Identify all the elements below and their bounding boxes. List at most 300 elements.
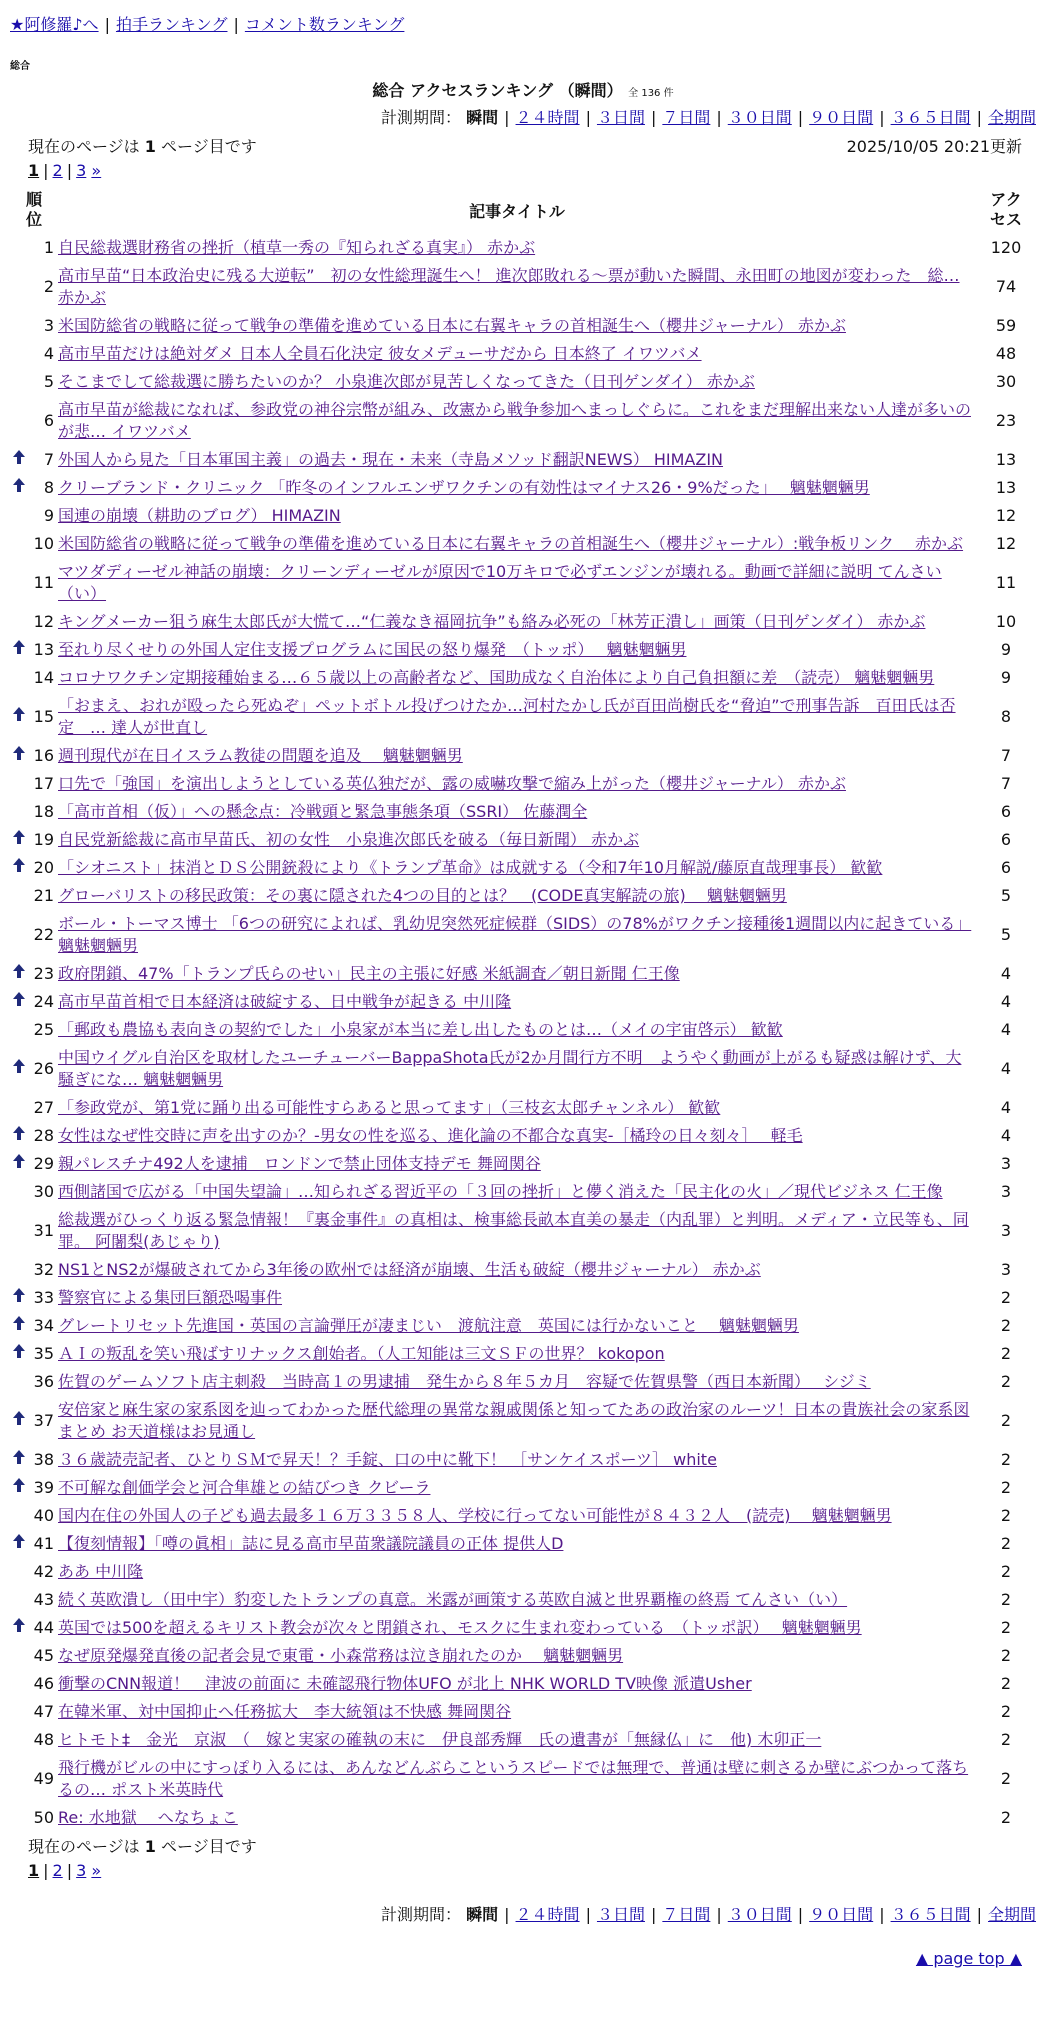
title-cell [58, 1804, 976, 1832]
rank-number: 22 [33, 925, 54, 944]
title-cell [58, 988, 976, 1016]
rank-change-cell [10, 446, 28, 474]
article-link[interactable]: コロナワクチン定期接種始まる…６５歳以上の高齢者など、国助成なく自治体により自己負担額に差 （読売） 魑魅魍魎男 [58, 668, 935, 687]
article-link[interactable]: 在韓米軍、対中国抑止へ任務拡大 李大統領は不快感 舞岡関谷 [58, 1702, 512, 1721]
article-link[interactable]: 口先で「強国」を演出しようとしている英仏独だが、露の威嚇攻撃で縮み上がった（櫻井ジャーナル） 赤かぶ [58, 774, 846, 793]
article-link[interactable]: 「参政党が、第1党に踊り出る可能性すらあると思ってます」（三枝玄太郎チャンネル） 歓歓 [58, 1098, 721, 1117]
up-arrow-icon [13, 832, 25, 848]
rank-number: 40 [33, 1506, 54, 1525]
period-separator: | [585, 108, 591, 127]
title-cell [58, 1150, 976, 1178]
rank-change-cell [10, 530, 28, 558]
title-cell [58, 1396, 976, 1446]
period-link[interactable]: ７日間 [662, 108, 711, 127]
access-count: 2 [1000, 1702, 1012, 1721]
rank-number: 47 [33, 1702, 54, 1721]
access-count: 7 [1000, 746, 1012, 765]
pager-separator: | [66, 161, 73, 180]
article-link[interactable]: 外国人から見た「日本軍国主義」の過去・現在・未来（寺島メソッド翻訳NEWS） HIMAZIN [58, 450, 724, 469]
rank-change-cell [10, 234, 28, 262]
up-arrow-icon [13, 1346, 25, 1362]
article-link[interactable]: 国連の崩壊（耕助のブログ） HIMAZIN [58, 506, 341, 525]
article-link[interactable]: 高市早苗首相で日本経済は破綻する、日中戦争が起きる 中川隆 [58, 992, 512, 1011]
pager-link[interactable]: 3 [76, 1861, 87, 1880]
category-label: 総合 [10, 61, 30, 72]
rank-number: 23 [33, 964, 54, 983]
access-count: 12 [995, 506, 1017, 525]
access-count: 59 [995, 316, 1017, 335]
period-current: 瞬間 [466, 108, 499, 127]
rank-number: 38 [33, 1450, 54, 1469]
rank-change-cell [10, 1368, 28, 1396]
up-arrow-icon [13, 709, 25, 725]
ranking-row [10, 1396, 1036, 1446]
period-link[interactable]: ３日間 [596, 108, 645, 127]
period-separator: | [504, 108, 510, 127]
article-link[interactable]: キングメーカー狙う麻生太郎氏が大慌て…“仁義なき福岡抗争”も絡み必死の「林芳正潰し」画策（日刊ゲンダイ） 赤かぶ [58, 612, 926, 631]
rank-change-cell [10, 1614, 28, 1642]
rank-number: 43 [33, 1590, 54, 1609]
up-arrow-icon [13, 1290, 25, 1306]
rank-number: 2 [43, 277, 54, 296]
title-cell [58, 1122, 976, 1150]
article-link[interactable]: 親パレスチナ492人を逮捕 ロンドンで禁止団体支持デモ 舞岡関谷 [58, 1154, 541, 1173]
article-link[interactable]: 至れり尽くせりの外国人定住支援プログラムに国民の怒り爆発 （トッポ） 魑魅魍魎男 [58, 640, 687, 659]
title-cell [58, 854, 976, 882]
rank-number: 16 [33, 746, 54, 765]
rank-number: 24 [33, 992, 54, 1011]
article-link[interactable]: 高市早苗が総裁になれば、参政党の神谷宗幣が組み、改憲から戦争参加へまっしぐらに。これをまだ理解出来ない人達が多いのが悲… イワツバメ [58, 400, 971, 441]
rank-change-cell [10, 742, 28, 770]
rank-change-cell [10, 798, 28, 826]
article-link[interactable]: クリーブランド・クリニック 「昨冬のインフルエンザワクチンの有効性はマイナス26・9%だった」 魑魅魍魎男 [58, 478, 870, 497]
ranking-row [10, 608, 1036, 636]
access-count: 3 [1000, 1154, 1012, 1173]
ranking-row [10, 664, 1036, 692]
article-link[interactable]: ボール・トーマス博士 「6つの研究によれば、乳幼児突然死症候群（SIDS）の78%がワクチン接種後1週間以内に起きている」 魑魅魍魎男 [58, 914, 972, 955]
ranking-row [10, 1530, 1036, 1558]
rank-change-cell [10, 988, 28, 1016]
article-link[interactable]: 高市早苗だけは絶対ダメ 日本人全員石化決定 彼女メデューサだから 日本終了 イワツバメ [58, 344, 702, 363]
period-separator: | [716, 1905, 722, 1924]
period-link-bottom[interactable]: ９０日間 [809, 1905, 874, 1924]
title-cell [58, 742, 976, 770]
access-count: 4 [1000, 964, 1012, 983]
article-link[interactable]: ああ 中川隆 [58, 1562, 144, 1581]
title-cell [58, 1094, 976, 1122]
top-nav [10, 12, 1036, 35]
up-arrow-icon [13, 480, 25, 496]
title-cell [58, 1340, 976, 1368]
title-cell [58, 826, 976, 854]
article-link[interactable]: 自民総裁選財務省の挫折（植草一秀の『知られざる真実』） 赤かぶ [58, 238, 536, 257]
up-arrow-icon [13, 1413, 25, 1429]
access-count: 2 [1000, 1808, 1012, 1827]
ranking-row [10, 396, 1036, 446]
ranking-row [10, 1312, 1036, 1340]
pager [28, 161, 1036, 180]
period-label: 計測期間： [381, 1905, 462, 1924]
ranking-row [10, 1558, 1036, 1586]
article-link[interactable]: Re: 水地獄 へなちょこ [58, 1808, 238, 1827]
nav-separator: | [104, 15, 110, 34]
ranking-row [10, 368, 1036, 396]
title-cell [58, 910, 976, 960]
title-cell [58, 798, 976, 826]
ranking-row [10, 1016, 1036, 1044]
pager-separator: | [43, 1861, 49, 1880]
rank-change-cell [10, 1312, 28, 1340]
article-link[interactable]: 衝撃のCNN報道！ 津波の前面に 未確認飛行物体UFO が北上 NHK WORLD TV映像 派遣Usher [58, 1674, 752, 1693]
access-count: 4 [1000, 1059, 1012, 1078]
article-link[interactable]: グレートリセット先進国・英国の言論弾圧が凄まじい 渡航注意 英国には行かないこと 魑魅魍魎男 [58, 1316, 799, 1335]
article-link[interactable]: 高市早苗“日本政治史に残る大逆転” 初の女性総理誕生へ！ 進次郎敗れる～票が動いた瞬間、永田町の地図が変わった 総… 赤かぶ [58, 266, 960, 307]
pager-link[interactable]: 3 [76, 161, 87, 180]
rank-change-cell [10, 960, 28, 988]
up-arrow-icon [13, 1480, 25, 1496]
title-cell [58, 368, 976, 396]
rank-number: 12 [33, 612, 54, 631]
rank-number: 36 [33, 1372, 54, 1391]
title-cell [58, 1474, 976, 1502]
total-count: 全 136 件 [628, 88, 674, 99]
title-cell [58, 636, 976, 664]
pager-current: 1 [28, 161, 40, 180]
ranking-row [10, 234, 1036, 262]
ranking-row [10, 1044, 1036, 1094]
article-link[interactable]: 「おまえ、おれが殴ったら死ぬぞ」ペットボトル投げつけたか…河村たかし氏が百田尚樹氏を“脅迫”で刑事告訴 百田氏は否定 … 達人が世直し [58, 696, 956, 737]
rank-change-cell [10, 1474, 28, 1502]
access-count: 7 [1000, 774, 1012, 793]
access-count: 120 [990, 238, 1022, 257]
ranking-row [10, 1150, 1036, 1178]
ranking-row [10, 692, 1036, 742]
access-count: 9 [1000, 668, 1012, 687]
article-link[interactable]: 中国ウイグル自治区を取材したユーチューバーBappaShota氏が2か月間行方不明 ようやく動画が上がるも疑惑は解けず、大騒ぎにな… 魑魅魍魎男 [58, 1048, 962, 1089]
title-cell [58, 1178, 976, 1206]
rank-number: 18 [33, 802, 54, 821]
access-count: 3 [1000, 1260, 1012, 1279]
rank-number: 42 [33, 1562, 54, 1581]
title-cell [58, 1642, 976, 1670]
title-cell [58, 1284, 976, 1312]
rank-change-cell [10, 1530, 28, 1558]
rank-change-cell [10, 1804, 28, 1832]
article-link[interactable]: 週刊現代が在日イスラム教徒の問題を追及 魑魅魍魎男 [58, 746, 463, 765]
rank-number: 30 [33, 1182, 54, 1201]
ranking-row [10, 1502, 1036, 1530]
up-arrow-icon [13, 642, 25, 658]
title-cell [58, 1256, 976, 1284]
access-count: 9 [1000, 640, 1012, 659]
period-link[interactable]: 全期間 [987, 108, 1036, 127]
article-link[interactable]: 佐賀のゲームソフト店主刺殺 当時高１の男逮捕 発生から８年５カ月 容疑で佐賀県警（西日本新聞） シジミ [58, 1372, 871, 1391]
rank-change-cell [10, 1670, 28, 1698]
article-link[interactable]: 【復刻情報】「噂の眞相」誌に見る高市早苗衆議院議員の正体 提供人D [58, 1534, 564, 1553]
header-rank: 順位 [25, 190, 42, 229]
article-link[interactable]: 警察官による集団巨額恐喝事件 [58, 1288, 283, 1307]
ranking-row [10, 636, 1036, 664]
rank-change-cell [10, 826, 28, 854]
header-access: アクセス [989, 190, 1022, 229]
rank-number: 48 [33, 1730, 54, 1749]
ranking-row [10, 854, 1036, 882]
access-count: 2 [1000, 1316, 1012, 1335]
period-link-bottom[interactable]: ３０日間 [727, 1905, 792, 1924]
rank-number: 25 [33, 1020, 54, 1039]
article-link[interactable]: グローバリストの移民政策：その裏に隠された4つの目的とは？ (CODE真実解読の旅) 魑魅魍魎男 [58, 886, 787, 905]
access-count: 2 [1000, 1618, 1012, 1637]
article-link[interactable]: 「郵政も農協も表向きの契約でした」小泉家が本当に差し出したものとは…（メイの宇宙啓示） 歓歓 [58, 1020, 783, 1039]
rank-number: 21 [33, 886, 54, 905]
article-link[interactable]: 米国防総省の戦略に従って戦争の準備を進めている日本に右翼キャラの首相誕生へ（櫻井ジャーナル）:戦争板リンク 赤かぶ [58, 534, 964, 553]
nav-link[interactable]: 拍手ランキング [115, 15, 228, 34]
ranking-row [10, 340, 1036, 368]
title-cell [58, 960, 976, 988]
access-count: 2 [1000, 1478, 1012, 1497]
rank-change-cell [10, 502, 28, 530]
access-count: 2 [1000, 1411, 1012, 1430]
page-status-bar [28, 134, 1022, 157]
period-separator: | [879, 108, 885, 127]
ranking-row [10, 1726, 1036, 1754]
access-count: 3 [1000, 1182, 1012, 1201]
access-count: 4 [1000, 992, 1012, 1011]
rank-number: 6 [43, 411, 54, 430]
rank-number: 35 [33, 1344, 54, 1363]
rank-number: 20 [33, 858, 54, 877]
pager-link[interactable]: 2 [52, 161, 63, 180]
up-arrow-icon [13, 994, 25, 1010]
rank-number: 39 [33, 1478, 54, 1497]
period-link[interactable]: ２４時間 [515, 108, 580, 127]
period-link[interactable]: ３０日間 [727, 108, 792, 127]
access-count: 10 [995, 612, 1017, 631]
ranking-row [10, 1340, 1036, 1368]
article-link[interactable]: 「高市首相（仮）」への懸念点：冷戦頭と緊急事態条項（SSRI） 佐藤潤全 [58, 802, 588, 821]
ranking-title: 総合 アクセスランキング （瞬間） [372, 81, 623, 100]
ranking-row [10, 558, 1036, 608]
article-link[interactable]: ３６歳読売記者、ひとりＳＭで昇天！？手錠、口の中に靴下！ ［サンケイスポーツ］ white [58, 1450, 717, 1469]
access-count: 2 [1000, 1506, 1012, 1525]
article-link[interactable]: マツダディーゼル神話の崩壊：クリーンディーゼルが原因で10万キロで必ずエンジンが壊れる。動画で詳細に説明 てんさい（い） [58, 562, 942, 603]
article-link[interactable]: 米国防総省の戦略に従って戦争の準備を進めている日本に右翼キャラの首相誕生へ（櫻井ジャーナル） 赤かぶ [58, 316, 846, 335]
rank-number: 17 [33, 774, 54, 793]
access-count: 6 [1000, 830, 1012, 849]
rank-number: 31 [33, 1221, 54, 1240]
period-selector-bottom [10, 1902, 1036, 1925]
period-link-bottom[interactable]: ２４時間 [515, 1905, 580, 1924]
ranking-row [10, 910, 1036, 960]
period-link-bottom[interactable]: ３日間 [596, 1905, 645, 1924]
rank-number: 15 [33, 707, 54, 726]
title-cell [58, 234, 976, 262]
up-arrow-icon [13, 860, 25, 876]
rank-number: 32 [33, 1260, 54, 1279]
period-separator: | [797, 1905, 804, 1924]
ranking-row [10, 1698, 1036, 1726]
article-link[interactable]: 西側諸国で広がる「中国失望論」…知られざる習近平の「３回の挫折」と儚く消えた「民主化の火」／現代ビジネス 仁王像 [58, 1182, 943, 1201]
pager-next-link[interactable]: » [91, 1861, 102, 1880]
up-arrow-icon [13, 1061, 25, 1077]
rank-change-cell [10, 1754, 28, 1804]
ranking-row [10, 1586, 1036, 1614]
ranking-row [10, 1206, 1036, 1256]
ranking-row [10, 474, 1036, 502]
title-cell [58, 692, 976, 742]
period-link[interactable]: ３６５日間 [890, 108, 971, 127]
up-arrow-icon [13, 1318, 25, 1334]
title-cell [58, 770, 976, 798]
article-link[interactable]: 「シオニスト」抹消とＤＳ公開銃殺により《トランプ革命》は成就する（令和7年10月解説/藤原直哉理事長） 歓歓 [58, 858, 883, 877]
rank-number: 5 [43, 372, 54, 391]
ranking-row [10, 1178, 1036, 1206]
ranking-row [10, 446, 1036, 474]
rank-number: 46 [33, 1674, 54, 1693]
pager-separator: | [43, 161, 49, 180]
rank-number: 7 [43, 450, 54, 469]
article-link[interactable]: 国内在住の外国人の子ども過去最多１６万３３５８人、学校に行ってない可能性が８４３２人 (読売) 魑魅魍魎男 [58, 1506, 892, 1525]
ranking-row [10, 826, 1036, 854]
article-link[interactable]: 不可解な創価学会と河合隼雄との結びつき クビーラ [58, 1478, 431, 1497]
period-link-bottom[interactable]: ７日間 [662, 1905, 711, 1924]
nav-link[interactable]: コメント数ランキング [244, 15, 405, 34]
article-link[interactable]: 英国では500を超えるキリスト教会が次々と閉鎖され、モスクに生まれ変わっている （トッポ訳） 魑魅魍魎男 [58, 1618, 862, 1637]
article-link[interactable]: ヒトモト‡ 金光 京淑 （ 嫁と実家の確執の末に 伊良部秀輝 氏の遺書が「無縁仏」に 他) 木卯正一 [58, 1730, 822, 1749]
period-label: 計測期間： [381, 108, 462, 127]
ranking-row [10, 1804, 1036, 1832]
header-title: 記事タイトル [469, 201, 565, 221]
up-arrow-icon [13, 748, 25, 764]
rank-change-cell [10, 1340, 28, 1368]
page-top-link[interactable]: ▲ page top ▲ [915, 1949, 1022, 1968]
rank-change-cell [10, 1396, 28, 1446]
rank-change-cell [10, 1150, 28, 1178]
title-cell [58, 1754, 976, 1804]
rank-number: 4 [43, 344, 54, 363]
rank-number: 45 [33, 1646, 54, 1665]
article-link[interactable]: 女性はなぜ性交時に声を出すのか？-男女の性を巡る、進化論の不都合な真実-［橘玲の日々刻々］ 軽毛 [58, 1126, 803, 1145]
pager-link[interactable]: 2 [52, 1861, 63, 1880]
nav-link[interactable]: ★阿修羅♪へ [10, 15, 99, 34]
period-link-bottom[interactable]: ３６５日間 [890, 1905, 971, 1924]
ranking-row [10, 1284, 1036, 1312]
title-cell [58, 1530, 976, 1558]
period-link[interactable]: ９０日間 [809, 108, 874, 127]
rank-number: 33 [33, 1288, 54, 1307]
article-link[interactable]: 安倍家と麻生家の家系図を辿ってわかった歴代総理の異常な親戚関係と知ってたあの政治家のルーツ！日本の貴族社会の家系図まとめ お天道様はお見通し [58, 1400, 970, 1441]
access-count: 6 [1000, 858, 1012, 877]
article-link[interactable]: NS1とNS2が爆破されてから3年後の欧州では経済が崩壊、生活も破綻（櫻井ジャーナル） 赤かぶ [58, 1260, 761, 1279]
title-cell [58, 1698, 976, 1726]
article-link[interactable]: 飛行機がビルの中にすっぽり入るには、あんなどんぶらこというスピードでは無理で、普通は壁に刺さるか壁にぶつかって落ちるの… ポスト米英時代 [58, 1758, 969, 1799]
up-arrow-icon [13, 1156, 25, 1172]
rank-change-cell [10, 368, 28, 396]
period-selector [10, 105, 1036, 128]
rank-number: 9 [43, 506, 54, 525]
access-count: 2 [1000, 1590, 1012, 1609]
rank-change-cell [10, 636, 28, 664]
title-cell [58, 502, 976, 530]
ranking-row [10, 1122, 1036, 1150]
period-link-bottom[interactable]: 全期間 [987, 1905, 1036, 1924]
period-separator: | [650, 108, 657, 127]
ranking-row [10, 1670, 1036, 1698]
title-cell [58, 1206, 976, 1256]
period-separator: | [585, 1905, 591, 1924]
access-count: 13 [995, 450, 1017, 469]
ranking-row [10, 530, 1036, 558]
access-count: 6 [1000, 802, 1012, 821]
up-arrow-icon [13, 966, 25, 982]
pager-separator: | [66, 1861, 73, 1880]
period-separator: | [650, 1905, 657, 1924]
title-cell [58, 262, 976, 312]
up-arrow-icon [13, 452, 25, 468]
ranking-row [10, 882, 1036, 910]
rank-number: 1 [43, 238, 54, 257]
article-link[interactable]: 続く英欧潰し（田中宇）豹変したトランプの真意。米露が画策する英欧自滅と世界覇権の終焉 てんさい（い） [58, 1590, 848, 1609]
nav-separator: | [233, 15, 239, 34]
article-link[interactable]: 政府閉鎖、47%「トランプ氏らのせい」民主の主張に好感 米紙調査／朝日新聞 仁王像 [58, 964, 680, 983]
access-count: 23 [995, 411, 1017, 430]
rank-change-cell [10, 1206, 28, 1256]
access-count: 2 [1000, 1450, 1012, 1469]
updated-time: 2025/10/05 20:21更新 [846, 137, 1022, 156]
rank-number: 44 [33, 1618, 54, 1637]
ranking-row [10, 1446, 1036, 1474]
article-link[interactable]: そこまでして総裁選に勝ちたいのか？ 小泉進次郎が見苦しくなってきた（日刊ゲンダイ） 赤かぶ [58, 372, 755, 391]
access-count: 4 [1000, 1098, 1012, 1117]
title-cell [58, 340, 976, 368]
ranking-row [10, 1256, 1036, 1284]
ranking-row [10, 1642, 1036, 1670]
rank-number: 14 [33, 668, 54, 687]
rank-change-cell [10, 1558, 28, 1586]
title-cell [58, 396, 976, 446]
title-cell [58, 1312, 976, 1340]
rank-change-cell [10, 882, 28, 910]
period-separator: | [879, 1905, 885, 1924]
rank-change-cell [10, 396, 28, 446]
access-count: 30 [995, 372, 1017, 391]
rank-change-cell [10, 1726, 28, 1754]
pager-next-link[interactable]: » [91, 161, 102, 180]
access-count: 2 [1000, 1674, 1012, 1693]
rank-number: 28 [33, 1126, 54, 1145]
article-link[interactable]: 総裁選がひっくり返る緊急情報！『裏金事件』の真相は、検事総長畝本直美の暴走（内乱罪）と判明。メディア・立民等も、同罪。 阿闍梨(あじゃり) [58, 1210, 969, 1251]
title-cell [58, 474, 976, 502]
rank-change-cell [10, 1446, 28, 1474]
rank-number: 10 [33, 534, 54, 553]
rank-change-cell [10, 474, 28, 502]
current-page-status: 現在のページは 1 ページ目です [28, 137, 257, 156]
article-link[interactable]: 自民党新総裁に高市早苗氏、初の女性 小泉進次郎氏を破る（毎日新聞） 赤かぶ [58, 830, 640, 849]
article-link[interactable]: なぜ原発爆発直後の記者会見で東電・小森常務は泣き崩れたのか 魑魅魍魎男 [58, 1646, 624, 1665]
rank-change-cell [10, 1044, 28, 1094]
title-cell [58, 1558, 976, 1586]
access-count: 5 [1000, 925, 1012, 944]
access-count: 11 [995, 573, 1017, 592]
rank-number: 11 [33, 573, 54, 592]
rank-change-cell [10, 1502, 28, 1530]
rank-number: 26 [33, 1059, 54, 1078]
access-count: 2 [1000, 1534, 1012, 1553]
title-cell [58, 1614, 976, 1642]
up-arrow-icon [13, 1620, 25, 1636]
article-link[interactable]: ＡＩの叛乱を笑い飛ばすリナックス創始者。（人工知能は三文ＳＦの世界？ kokopon [58, 1344, 665, 1363]
rank-number: 27 [33, 1098, 54, 1117]
